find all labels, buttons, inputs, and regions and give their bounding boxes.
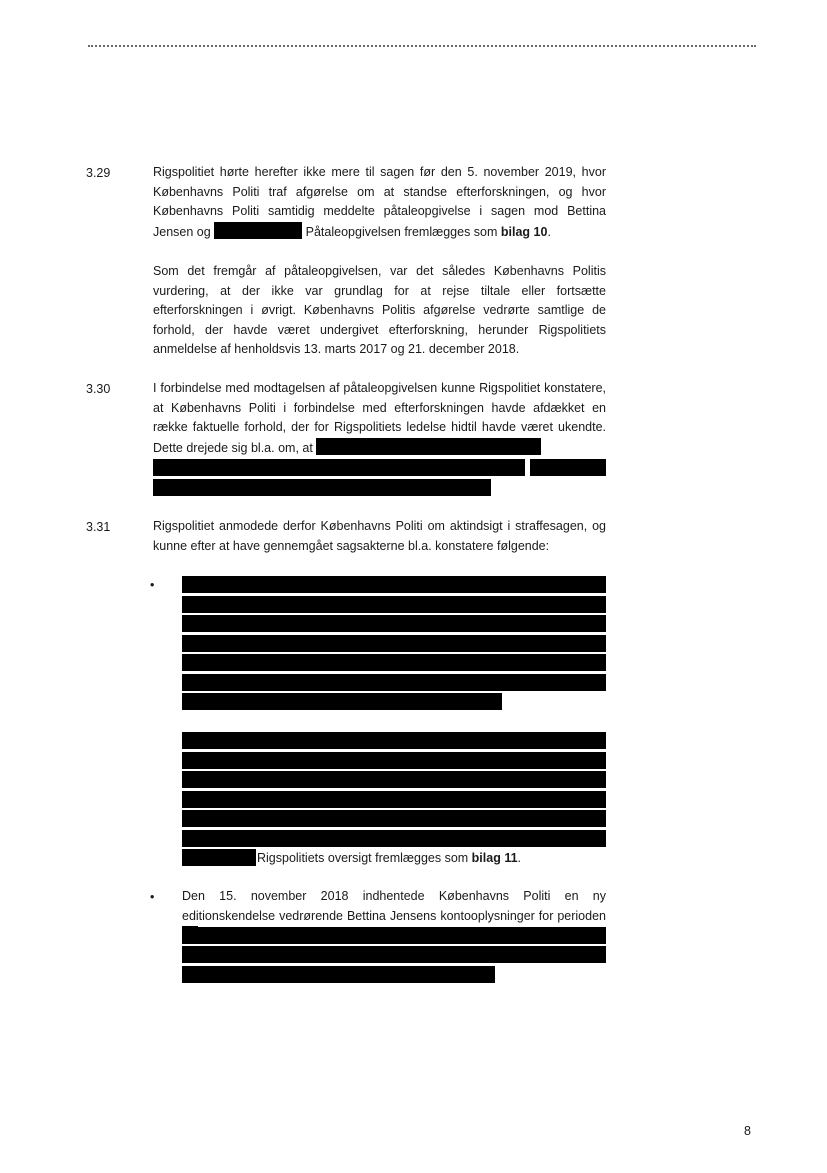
bullet-marker: •: [150, 578, 155, 592]
redaction-block: [182, 771, 606, 788]
redaction-block: [153, 479, 491, 496]
redaction-block: [182, 830, 606, 847]
redaction-block: [182, 654, 606, 671]
page-number: 8: [744, 1124, 751, 1138]
redaction-block: [182, 615, 606, 632]
text: .: [547, 224, 551, 239]
redaction-block: [182, 596, 606, 613]
redaction-block: [182, 810, 606, 827]
text: Rigspolitiet hørte herefter ikke mere til sagen før den 5. november 2019, hvor Københavns Politi traf afgørelse om at standse efterforskningen, og hvor Københavns Politi samtidig meddelte påtaleopgivelse i sagen mod Bettina Jensen og: [153, 165, 606, 239]
redaction-block: [182, 752, 606, 769]
redaction-block: [182, 674, 606, 691]
text: Den 15. november 2018 indhentede Københavns Politi en ny editionskendelse vedrørende Bettina Jensens kontooplysninger for perioden: [182, 889, 606, 923]
redaction-block: [182, 849, 256, 866]
redaction-block: [182, 576, 606, 593]
text: Påtaleopgivelsen fremlægges som: [302, 224, 501, 239]
redaction-block: [182, 927, 606, 944]
redaction-block: [530, 459, 606, 476]
redaction-block: [182, 946, 606, 963]
text: .: [517, 851, 522, 865]
redaction-block: [153, 459, 525, 476]
redaction-block: [182, 635, 606, 652]
section-number-3-30: 3.30: [86, 382, 111, 396]
text: Rigspolitiets oversigt fremlægges som: [257, 851, 472, 865]
bilag-reference: bilag 11: [471, 851, 518, 865]
redaction-block: [182, 693, 502, 710]
section-number-3-31: 3.31: [86, 520, 111, 534]
header-dotted-rule: [88, 45, 756, 47]
section-number-3-29: 3.29: [86, 166, 111, 180]
bilag-reference: bilag 10: [500, 224, 548, 239]
paragraph-3-29-2: Som det fremgår af påtaleopgivelsen, var det således Københavns Politis vurdering, at der ikke var grundlag for at rejse tiltale eller fortsætte efterforskningen i øvrigt. Københavns Politis afgørelse vedrørte samtlige de forhold, der havde været undergivet efterforskning, herunder Rigspolitiets anmeldelse af henholdsvis 13. marts 2017 og 21. december 2018.: [153, 264, 606, 357]
paragraph-3-31: Rigspolitiet anmodede derfor Københavns Politi om aktindsigt i straffesagen, og kunne efter at have gennemgået sagsakterne bl.a. konstatere følgende:: [153, 519, 606, 553]
redaction-block: [182, 966, 495, 983]
text: I forbindelse med modtagelsen af påtaleopgivelsen kunne Rigspolitiet konstatere, at Københavns Politi i forbindelse med efterforskningen havde afdækket en række faktuelle forhold, der for Rigspolitiets ledelse hidtil havde været ukendte. Dette drejede sig bl.a. om, at: [153, 381, 606, 455]
bullet-marker: •: [150, 890, 155, 904]
redaction-block: [316, 438, 541, 455]
redaction-block: [182, 791, 606, 808]
bullet-1-tail: [257, 849, 521, 869]
redaction-block: [214, 222, 302, 239]
redaction-block: [182, 732, 606, 749]
paragraph-3-30: [153, 379, 606, 458]
paragraph-3-29-1: [153, 163, 606, 242]
